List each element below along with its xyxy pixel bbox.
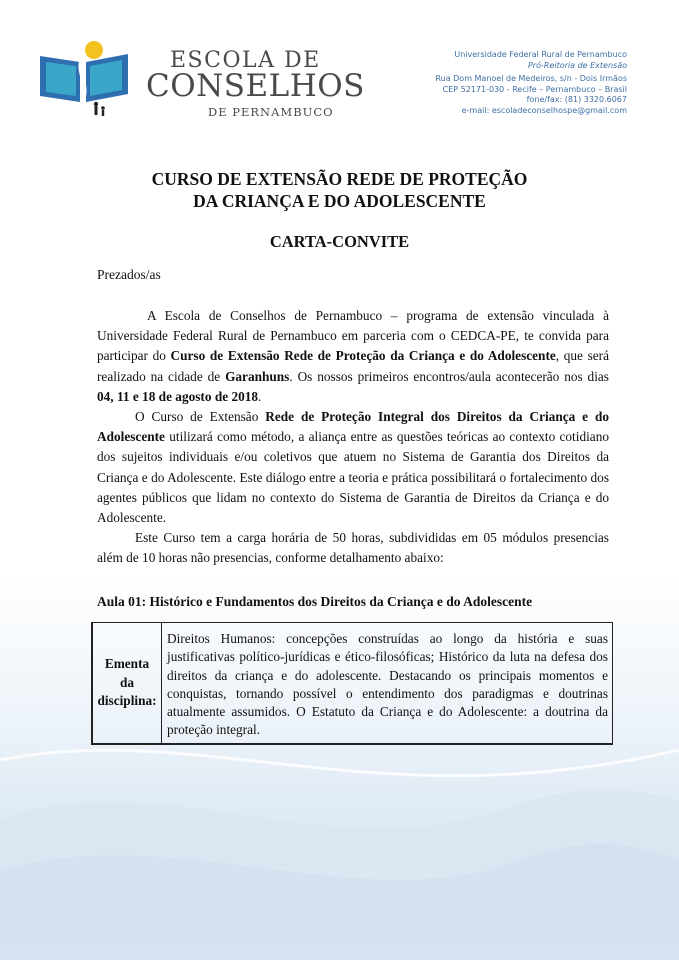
ementa-content-cell: Direitos Humanos: concepções construídas ao longo da história e suas justificativas político-jurídicas e ético-filosóficas; Histórico da luta na defesa dos direitos da criança e do adolescente. Destacando os principais momentos e conquistas, tornando possível o entendimento dos paradigmas e doutrinas atualmente assumidos. O Estatuto da Criança e do Adolescente: a doutrina da proteção integral. <box>162 623 613 744</box>
logo-line-1: ESCOLA DE <box>170 48 321 73</box>
p1-text-2: , que será realizado na cidade de <box>97 348 610 384</box>
institution-cep: CEP 52171-030 - Recife – Pernambuco – Brasil <box>442 84 627 94</box>
document-subtitle: CARTA-CONVITE <box>269 232 410 251</box>
document-title <box>0 168 679 212</box>
city-name: Garanhuns <box>225 368 290 384</box>
course-name: Curso de Extensão Rede de Proteção da Criança e do Adolescente <box>170 348 556 364</box>
p2-text-1: O Curso de Extensão <box>135 409 266 425</box>
aula-heading: Aula 01: Histórico e Fundamentos dos Direitos da Criança e do Adolescente <box>97 594 533 609</box>
institution-address <box>435 50 627 116</box>
escola-de-conselhos-logo <box>36 38 132 120</box>
ementa-label-line-3: disciplina: <box>97 693 157 709</box>
logo-line-2: CONSELHOS <box>146 68 365 104</box>
ementa-table <box>91 622 613 745</box>
p1-text-1: A Escola de Conselhos de Pernambuco – programa de extensão vinculada à Universidade Federal Rural de Pernambuco em parceria com o CEDCA-PE, te convida para participar do <box>97 308 609 364</box>
title-line-2: DA CRIANÇA E DO ADOLESCENTE <box>193 191 486 211</box>
p2-text-2: utilizará como método, a aliança entre as questões teóricas ao contexto cotidiano dos sujeitos individuais e/ou coletivos que atuem no Sistema de Garantia dos Direitos da Criança e do Adolescente. Este diálogo entre a teoria e prática possibilitará o fortalecimento dos agentes públicos que lidam no contexto do Sistema de Garantia de Direitos da Criança e do Adolescente. <box>97 429 609 526</box>
course-full-name: Rede de Proteção Integral dos Direitos da Criança e do Adolescente <box>97 409 609 445</box>
institution-dept: Pró-Reitoria de Extensão <box>527 60 627 70</box>
institution-phone: fone/fax: (81) 3320.6067 <box>526 95 627 104</box>
paragraph-2 <box>97 407 609 528</box>
institution-email: e-mail: escoladeconselhospe@gmail.com <box>461 105 627 115</box>
course-dates: 04, 11 e 18 de agosto de 2018 <box>97 388 259 404</box>
logo-line-3: DE PERNAMBUCO <box>208 105 334 119</box>
ementa-label-line-2: da <box>119 674 135 690</box>
institution-name: Universidade Federal Rural de Pernambuco <box>454 50 627 59</box>
greeting: Prezados/as <box>97 267 161 282</box>
p1-text-3: . Os nossos primeiros encontros/aula acontecerão nos dias <box>289 368 609 384</box>
letterhead <box>0 0 679 130</box>
institution-street: Rua Dom Manoel de Medeiros, s/n - Dois Irmãos <box>435 74 627 83</box>
p1-text-4: . <box>258 388 262 404</box>
paragraph-1 <box>97 306 609 407</box>
letter-body <box>97 306 609 569</box>
ementa-label-cell <box>92 623 162 744</box>
paragraph-3: Este Curso tem a carga horária de 50 horas, subdivididas em 05 módulos presencias além de 10 horas não presencias, conforme detalhamento abaixo: <box>97 530 609 566</box>
ementa-row <box>92 623 613 744</box>
ementa-label-line-1: Ementa <box>104 656 150 672</box>
title-line-1: CURSO DE EXTENSÃO REDE DE PROTEÇÃO <box>151 169 528 189</box>
